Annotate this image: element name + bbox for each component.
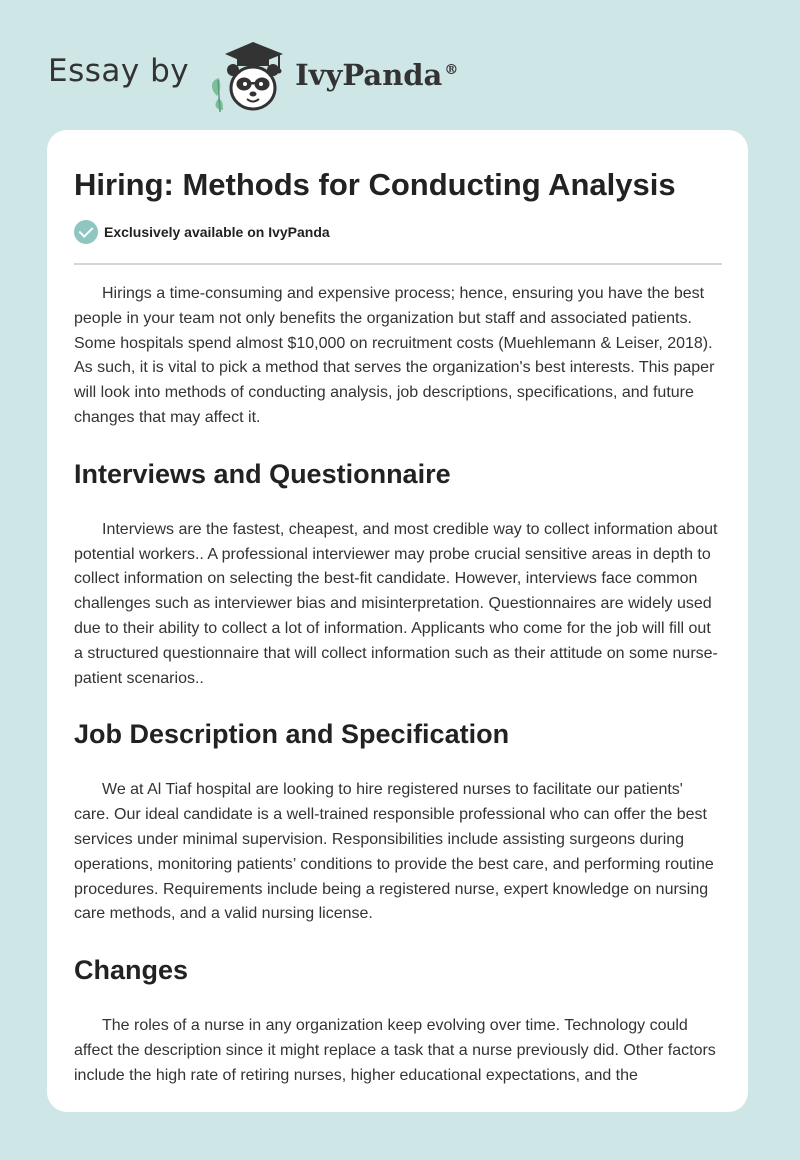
registered-mark: ®: [444, 62, 459, 79]
exclusive-badge-text: Exclusively available on IvyPanda: [104, 224, 330, 240]
brand-name-text: IvyPanda: [295, 58, 443, 92]
section-heading-changes: Changes: [74, 955, 189, 986]
page-title: Hiring: Methods for Conducting Analysis: [74, 167, 676, 202]
section-heading-interviews: Interviews and Questionnaire: [74, 458, 451, 489]
brand-prefix: Essay by: [48, 53, 190, 89]
section-paragraph-interviews: Interviews are the fastest, cheapest, and most credible way to collect information about potential workers.. A professional interviewer may probe crucial sensitive areas in depth to collect information on selecting the best-fit candidate. However, interviews face common challenges such as interviewer bias and misinterpretation. Questionnaires are widely used due to their ability to collect a lot of information. Applicants who come for the job will fill out a structured questionnaire that will collect information such as their attitude on some nurse-patient scenarios..: [74, 520, 718, 687]
brand-header: [48, 36, 458, 116]
section-heading-job-description: Job Description and Specification: [74, 719, 510, 750]
check-circle-icon: [74, 220, 98, 244]
brand-name: [295, 58, 458, 92]
divider: [74, 263, 722, 265]
intro-paragraph: Hirings a time-consuming and expensive process; hence, ensuring you have the best people in your team not only benefits the organization but staff and associated patients. Some hospitals spend almost $10,000 on recruitment costs (Muehlemann & Leiser, 2018). As such, it is vital to pick a method that serves the organization's best interests. This paper will look into methods of conducting analysis, job descriptions, specifications, and future changes that may affect it.: [74, 285, 715, 426]
essay-card: [47, 130, 748, 1112]
section-paragraph-job-description: We at Al Tiaf hospital are looking to hire registered nurses to facilitate our patients' care. Our ideal candidate is a well-trained responsible professional who can offer the best services under minimal supervision. Responsibilities include assisting surgeons during operations, monitoring patients’ conditions to provide the best care, and performing routine procedures. Requirements include being a registered nurse, expert knowledge on nursing care methods, and a valid nursing license.: [74, 781, 714, 923]
panda-graduate-icon: [203, 36, 293, 116]
section-paragraph-changes: The roles of a nurse in any organization keep evolving over time. Technology could affect the description since it might replace a task that a nurse previously did. Other factors include the high rate of retiring nurses, higher educational expectations, and the: [74, 1017, 716, 1084]
exclusive-badge: [74, 219, 722, 245]
